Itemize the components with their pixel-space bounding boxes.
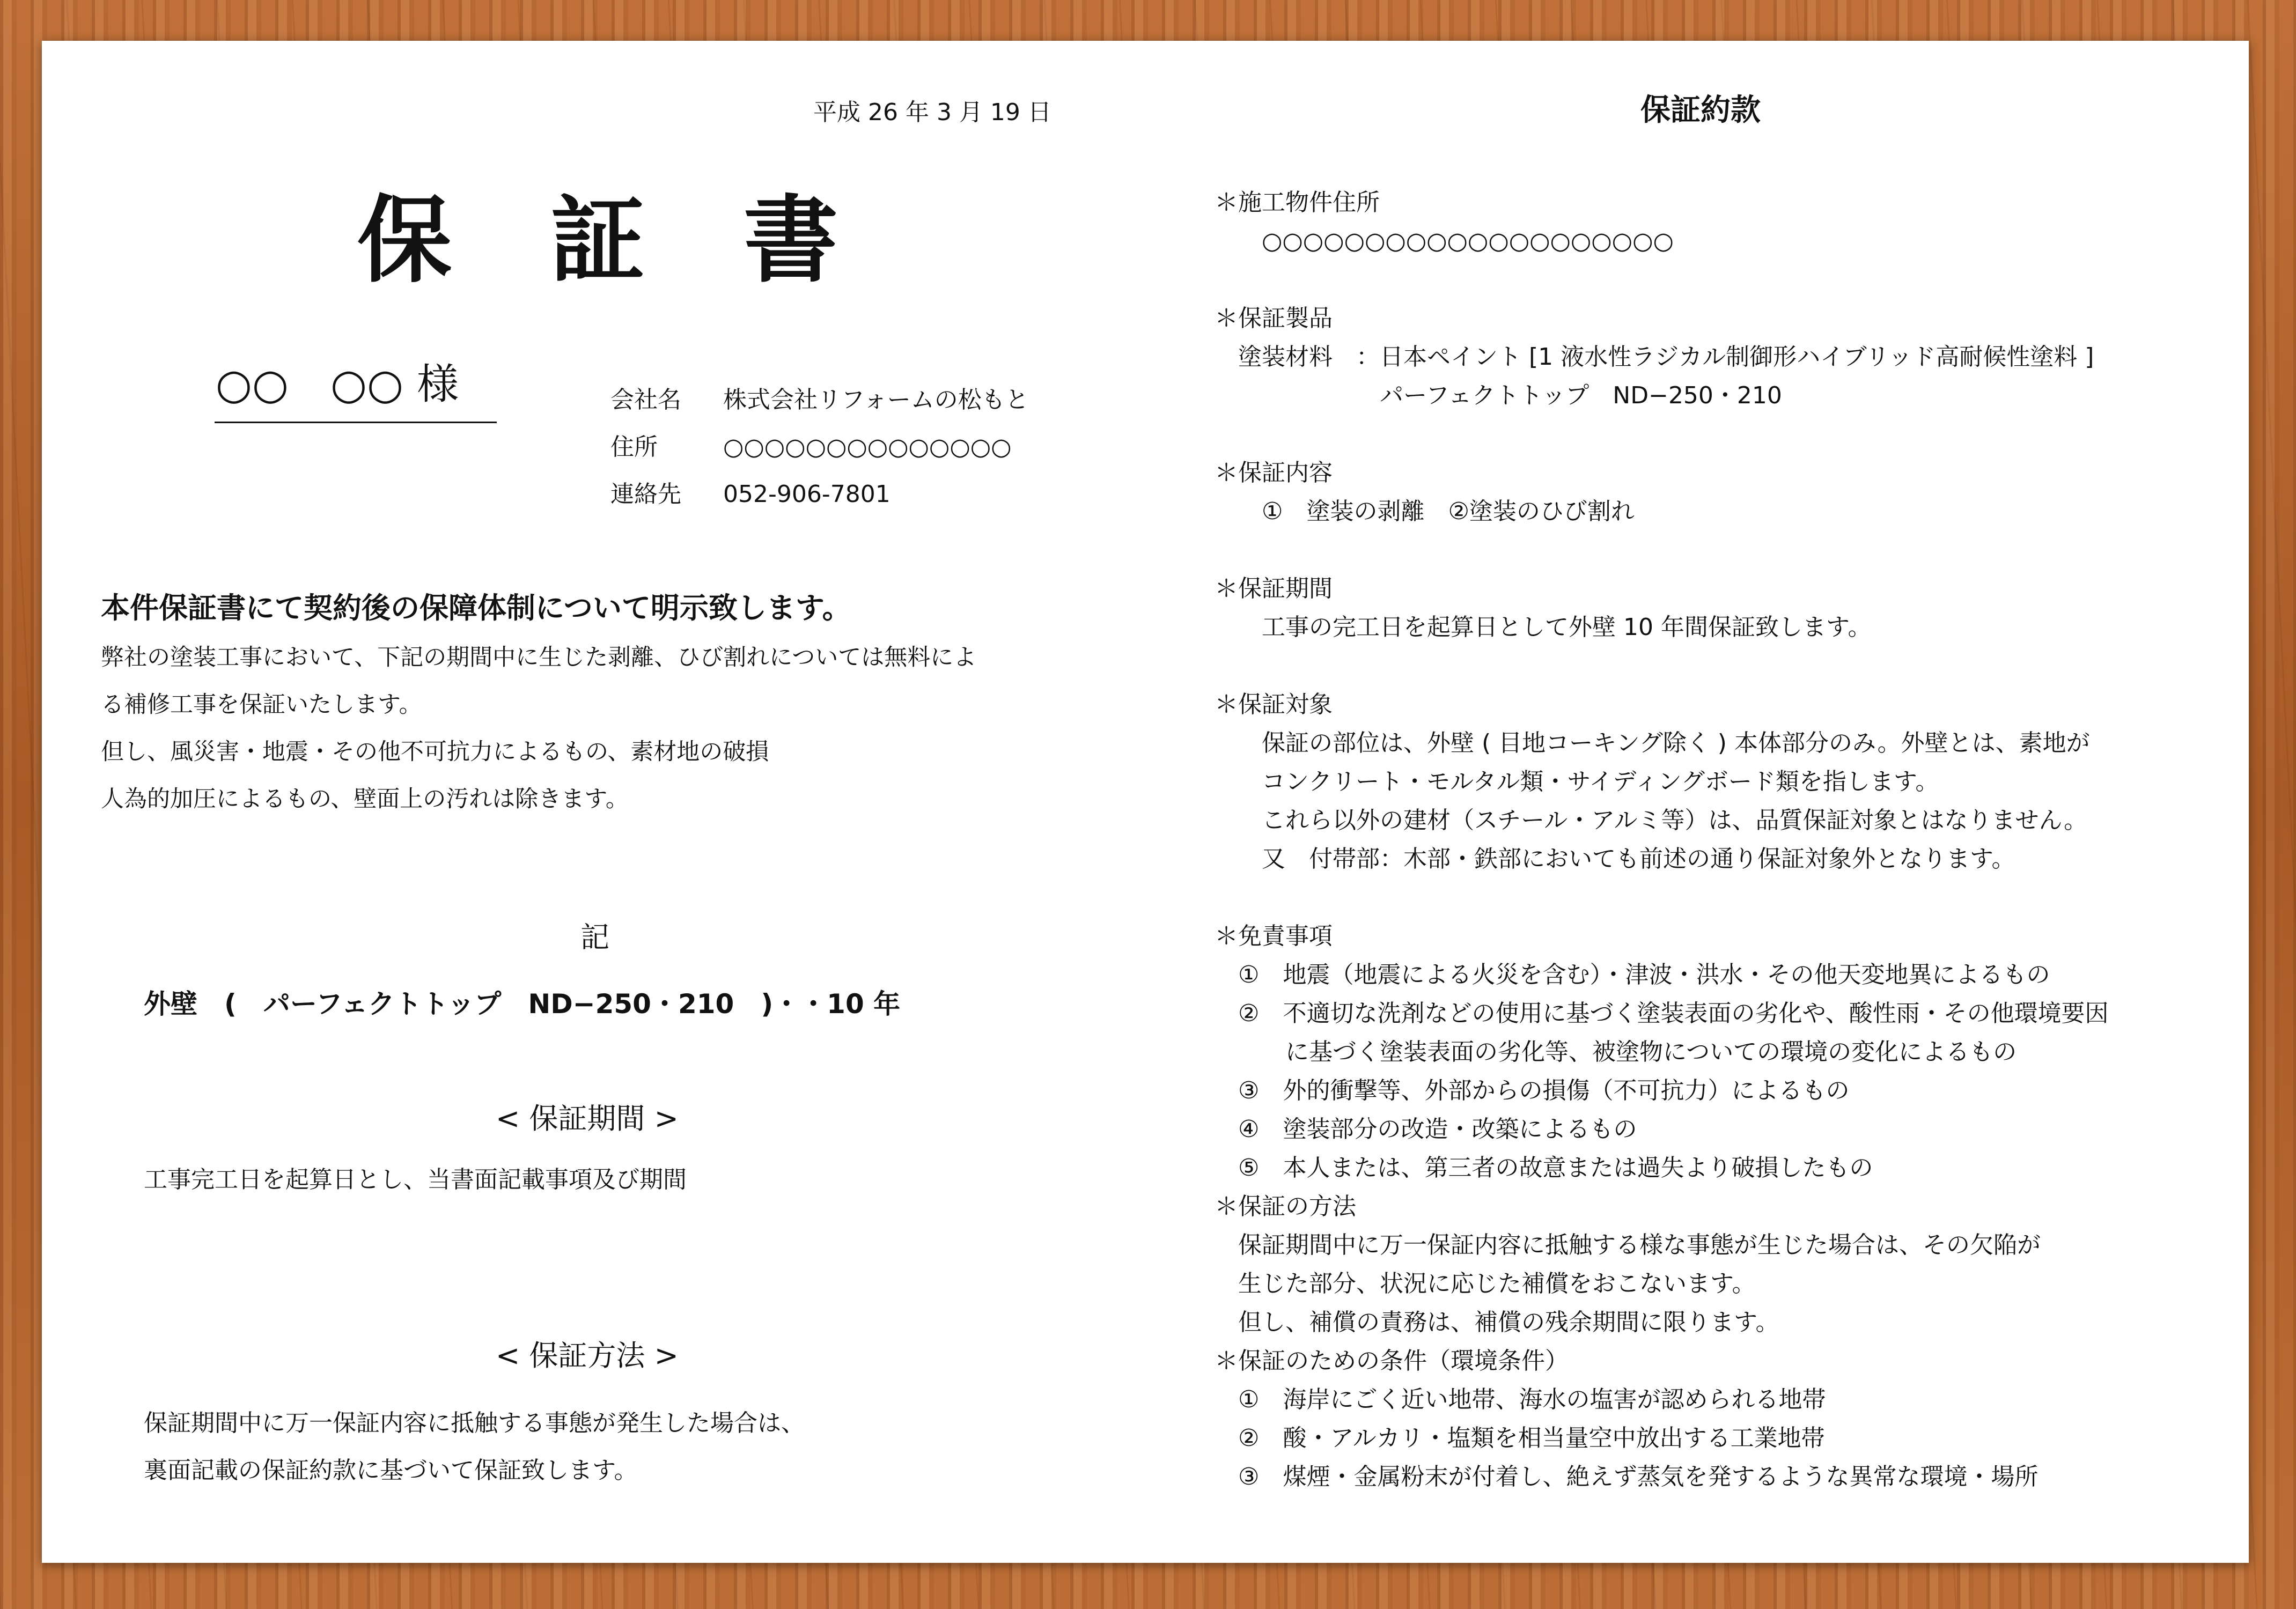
terms-line: コンクリート・モルタル類・サイディングボード類を指します。 [1215, 768, 1939, 795]
address-label: 住所 [610, 433, 658, 461]
recipient-name: ○○ ○○ 様 [216, 360, 459, 409]
terms-line: ＊保証内容 [1215, 459, 1333, 486]
terms-line: ② 酸・アルカリ・塩類を相当量空中放出する工業地帯 [1215, 1425, 1825, 1452]
notice-body [101, 634, 976, 823]
terms-line: ① 地震（地震による火災を含む）・津波・洪水・その他天変地異によるもの [1215, 961, 2050, 988]
notice-line: 人為的加圧によるもの、壁面上の汚れは除きます。 [101, 786, 629, 813]
terms-line: 工事の完工日を起算日として外壁 10 年間保証致します。 [1215, 614, 1872, 641]
terms-line: ③ 煤煙・金属粉末が付着し、絶えず蒸気を発するような異常な環境・場所 [1215, 1463, 2039, 1490]
company-name-label: 会社名 [610, 386, 681, 414]
contact-label: 連絡先 [610, 481, 681, 508]
recipient-underline [215, 422, 497, 423]
terms-line [1215, 261, 2109, 299]
warranty-document [42, 41, 2249, 1563]
terms-line: 但し、補償の責務は、補償の残余期間に限ります。 [1215, 1309, 1779, 1336]
terms-line: ⑤ 本人または、第三者の故意または過失より破損したもの [1215, 1154, 1873, 1182]
terms-line: ③ 外的衝撃等、外部からの損傷（不可抗力）によるもの [1215, 1077, 1850, 1104]
terms-line: ＊保証の方法 [1215, 1193, 1356, 1220]
terms-line: 保証の部位は、外壁 ( 目地コーキング除く ) 本体部分のみ。外壁とは、素地が [1215, 729, 2090, 757]
method-text [144, 1400, 805, 1494]
notice-heading: 本件保証書にて契約後の保障体制について明示致します。 [101, 591, 851, 625]
warranty-item: 外壁 ( パーフェクトトップ ND−250・210 )・・10 年 [144, 988, 901, 1020]
terms-line: ① 海岸にごく近い地帯、海水の塩害が認められる地帯 [1215, 1386, 1826, 1413]
terms-line: ＊保証対象 [1215, 691, 1333, 718]
terms-line: ② 不適切な洗剤などの使用に基づく塗装表面の劣化や、酸性雨・その他環境要因 [1215, 1000, 2109, 1027]
terms-line: ○○○○○○○○○○○○○○○○○○○○ [1215, 227, 1674, 255]
method-heading: < 保証方法 > [496, 1339, 679, 1372]
terms-line: ＊保証製品 [1215, 305, 1333, 332]
contact-value: 052-906-7801 [723, 481, 891, 508]
terms-line: これら以外の建材（スチール・アルミ等）は、品質保証対象とはなりません。 [1215, 807, 2088, 834]
terms-line: ＊免責事項 [1215, 922, 1333, 950]
method-line: 保証期間中に万一保証内容に抵触する事態が発生した場合は、 [144, 1409, 805, 1437]
terms-body [1215, 183, 2109, 1496]
terms-line: ＊施工物件住所 [1215, 189, 1380, 216]
terms-line: ④ 塗装部分の改造・改築によるもの [1215, 1116, 1637, 1143]
terms-line [1215, 415, 2109, 454]
notice-line: 弊社の塗装工事において、下記の期間中に生じた剥離、ひび割れについては無料によ [101, 644, 977, 671]
period-text: 工事完工日を起算日とし、当書面記載事項及び期間 [144, 1166, 687, 1193]
terms-line [1215, 531, 2109, 570]
company-name-value: 株式会社リフォームの松もと [723, 386, 1029, 414]
terms-line: 生じた部分、状況に応じた補償をおこないます。 [1215, 1270, 1756, 1297]
terms-line: ＊保証のための条件（環境条件） [1215, 1347, 1569, 1375]
notice-line: 但し、風災害・地震・その他不可抗力によるもの、素材地の破損 [101, 739, 769, 765]
terms-line: 又 付帯部：木部・鉄部においても前述の通り保証対象外となります。 [1215, 845, 2015, 873]
document-title: 保 証 書 [357, 184, 841, 296]
terms-line: 保証期間中に万一保証内容に抵触する様な事態が生じた場合は、その欠陥が [1215, 1231, 2041, 1259]
terms-line: パーフェクトトップ ND−250・210 [1215, 382, 1782, 409]
ki-label: 記 [580, 920, 609, 954]
period-heading: < 保証期間 > [496, 1102, 679, 1135]
terms-line: 塗装材料 ：日本ペイント [1 液水性ラジカル制御形ハイブリッド高耐候性塗料 ] [1215, 343, 2094, 371]
terms-line: ＊保証期間 [1215, 575, 1333, 602]
notice-line: る補修工事を保証いたします。 [101, 691, 422, 718]
terms-title: 保証約款 [1640, 93, 1761, 128]
company-info [610, 377, 1029, 518]
terms-line [1215, 647, 2109, 685]
method-line: 裏面記載の保証約款に基づいて保証致します。 [144, 1457, 638, 1484]
terms-line [1215, 879, 2109, 917]
terms-line: に基づく塗装表面の劣化等、被塗物についての環境の変化によるもの [1215, 1038, 2017, 1066]
issue-date: 平成 26 年 3 月 19 日 [813, 99, 1051, 126]
address-value: ○○○○○○○○○○○○○○ [723, 433, 1012, 461]
terms-line: ① 塗装の剥離 ②塗装のひび割れ [1215, 498, 1635, 525]
